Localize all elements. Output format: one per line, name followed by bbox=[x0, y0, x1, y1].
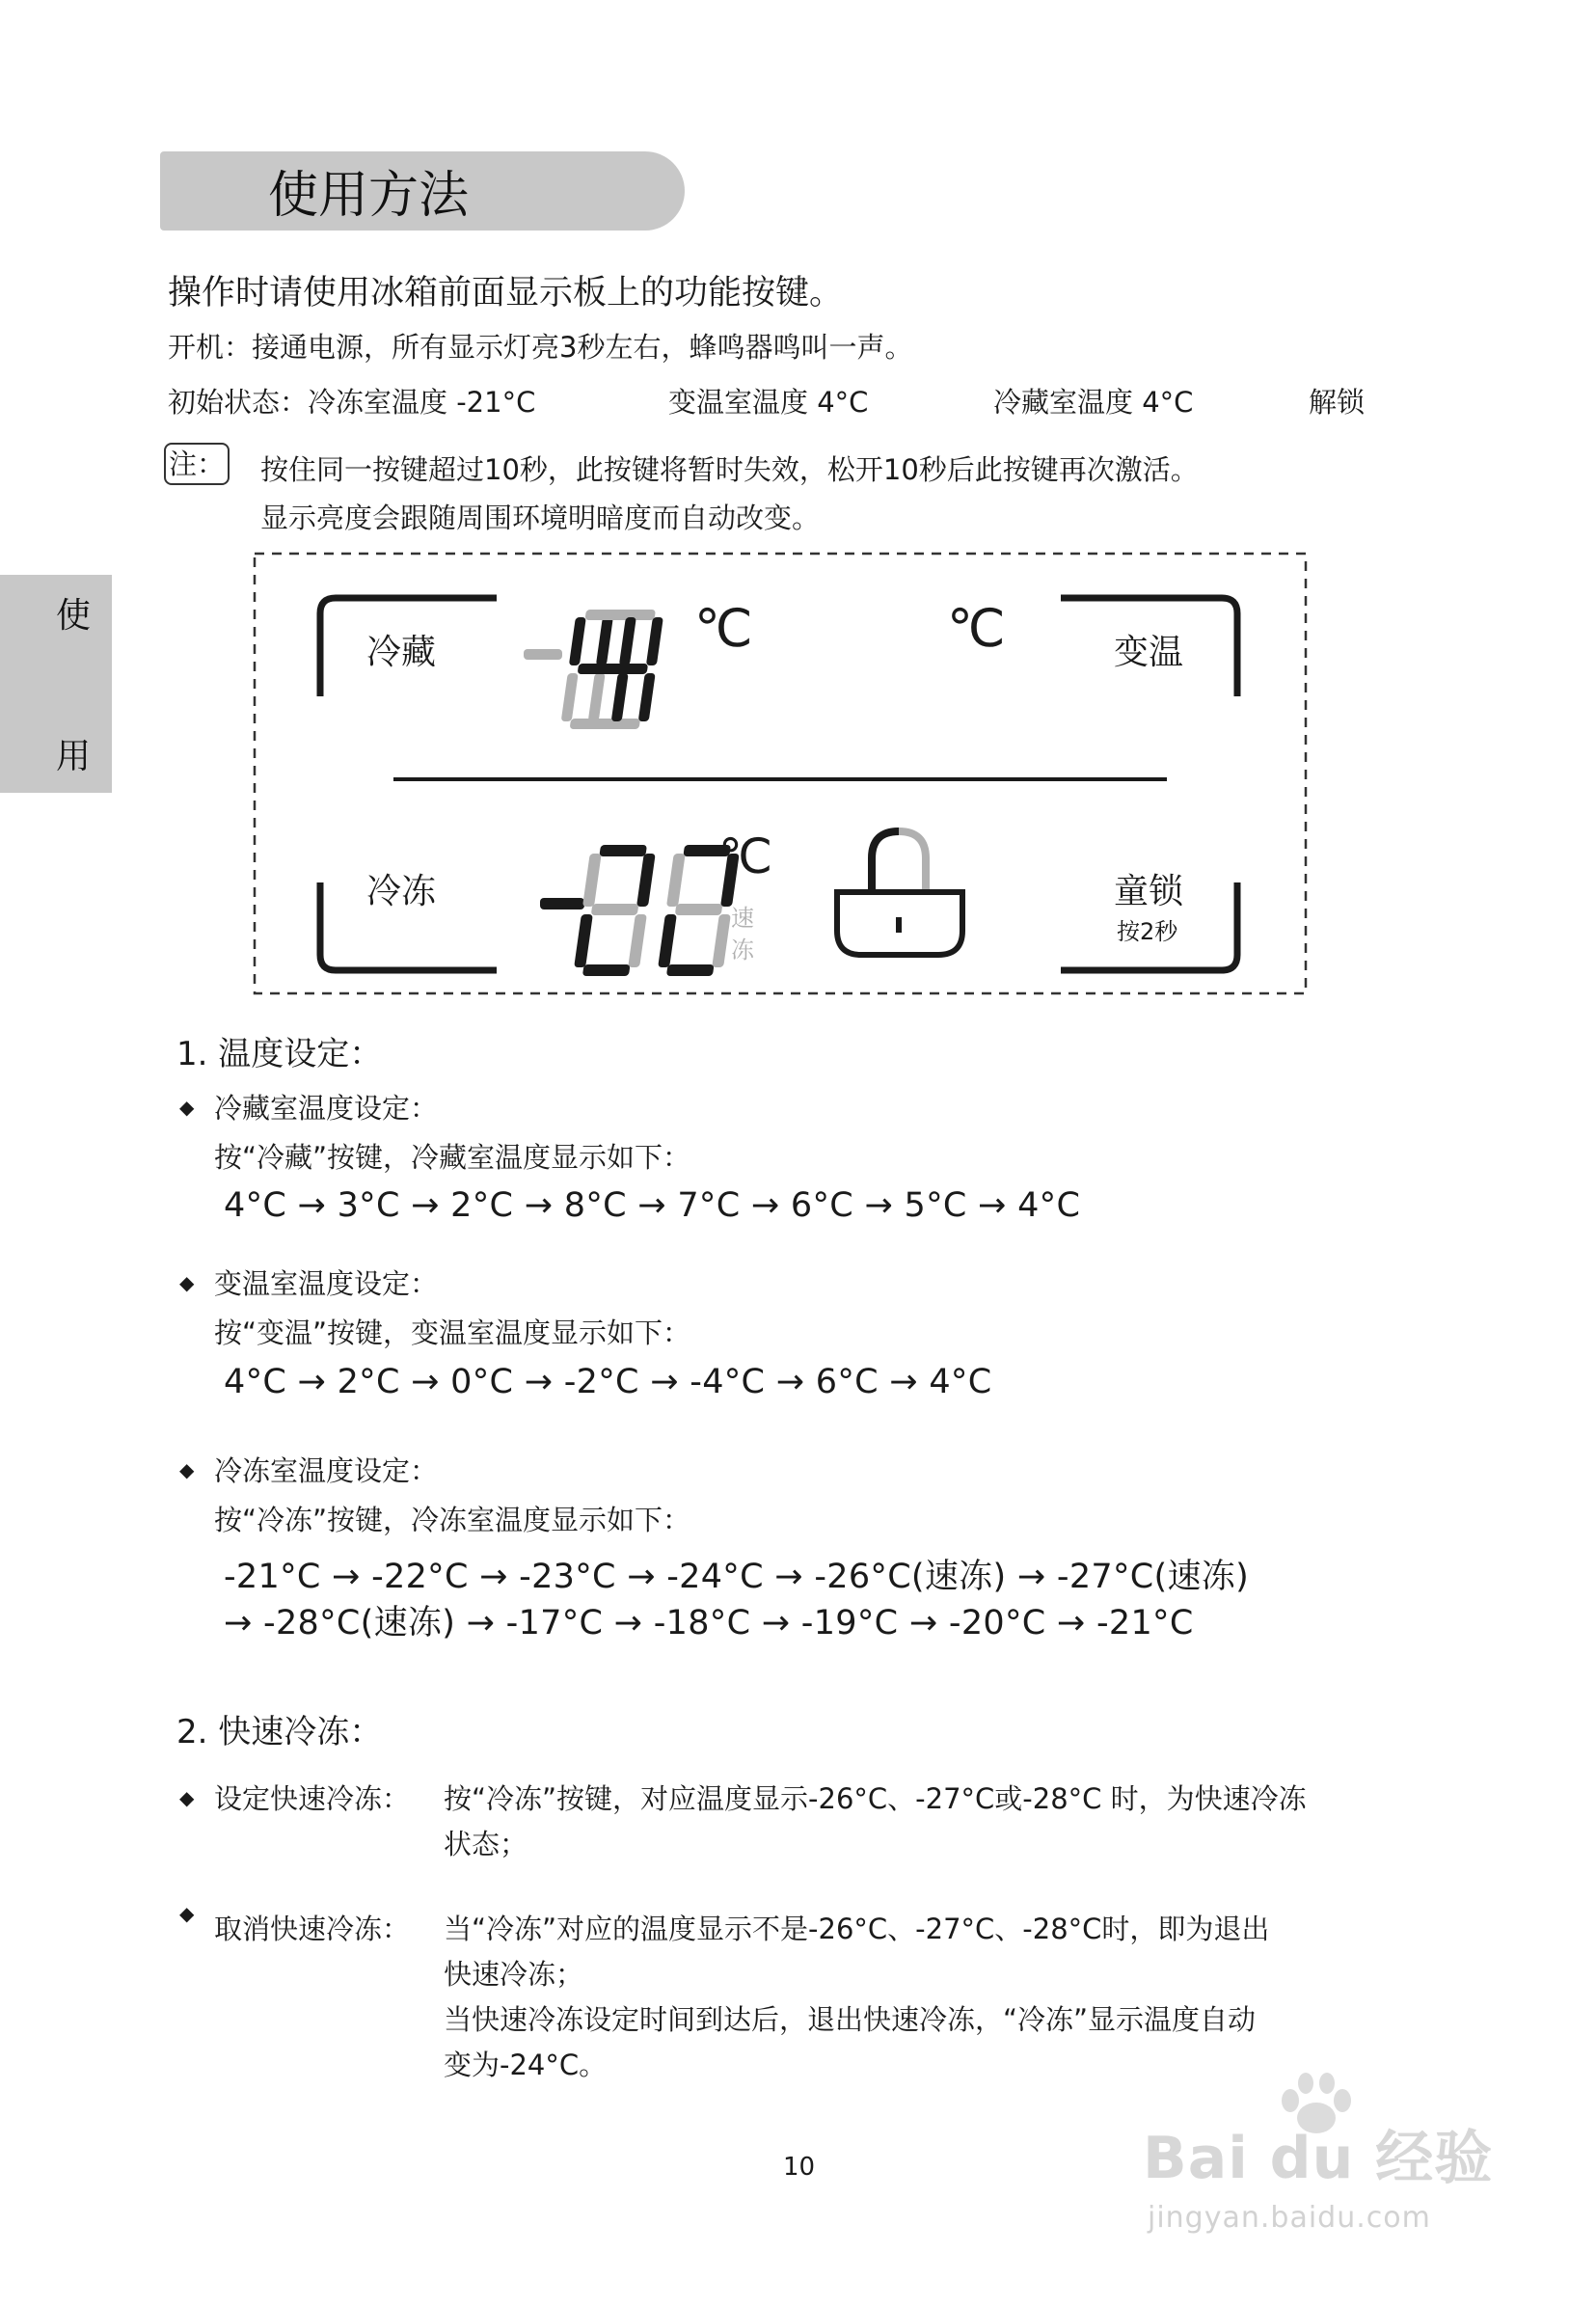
page-number: 10 bbox=[783, 2153, 816, 2182]
watermark-url: jingyan.baidu.com bbox=[1148, 2201, 1431, 2235]
variable-sequence: 4°C → 2°C → 0°C → -2°C → -4°C → 6°C → 4°C bbox=[224, 1363, 992, 1401]
padlock-keyhole bbox=[896, 917, 902, 933]
quick-freeze-cancel-label: 取消快速冷冻： bbox=[214, 1913, 411, 1945]
seg-f bbox=[666, 854, 686, 907]
bullet-diamond-icon: ◆ bbox=[179, 1786, 195, 1809]
note-badge: 注： bbox=[164, 443, 230, 485]
quick-freeze-cancel-line-2: 快速冷冻； bbox=[444, 1958, 584, 1991]
seg-d bbox=[666, 964, 715, 976]
quick-freeze-cancel-line-1: 当“冷冻”对应的温度显示不是-26°C、-27°C、-28°C时，即为退出 bbox=[444, 1913, 1270, 1945]
side-tab-char-1: 使 bbox=[56, 596, 92, 636]
fridge-setting-heading: 冷藏室温度设定： bbox=[214, 1092, 439, 1125]
seg-b bbox=[636, 854, 656, 907]
padlock-icon[interactable] bbox=[837, 831, 962, 955]
variable-setting-desc: 按“变温”按键，变温室温度显示如下： bbox=[214, 1316, 691, 1349]
quick-freeze-char-1: 速 bbox=[731, 905, 754, 932]
label-freezer[interactable]: 冷冻 bbox=[366, 872, 437, 911]
seg-a bbox=[599, 845, 647, 856]
bullet-diamond-icon: ◆ bbox=[179, 1271, 195, 1294]
freezer-celsius: ℃ bbox=[718, 828, 773, 884]
seg-c bbox=[611, 673, 629, 721]
freezer-setting-desc: 按“冷冻”按键，冷冻室温度显示如下： bbox=[214, 1504, 691, 1536]
initial-state-fridge: 冷藏室温度 4°C bbox=[993, 386, 1194, 419]
side-tab bbox=[0, 575, 112, 793]
freezer-sequence-line-1: -21°C → -22°C → -23°C → -24°C → -26°C(速冻) → -27°C(速冻) bbox=[224, 1558, 1250, 1596]
seg-e bbox=[561, 673, 579, 721]
seg-g bbox=[578, 664, 622, 674]
seg-g bbox=[675, 904, 723, 915]
initial-state-freezer: 初始状态：冷冻室温度 -21°C bbox=[168, 386, 536, 419]
note-line-2: 显示亮度会跟随周围环境明暗度而自动改变。 bbox=[260, 502, 821, 534]
seg-b bbox=[619, 617, 636, 665]
seg-c bbox=[712, 914, 731, 967]
quick-freeze-set-line-2: 状态； bbox=[444, 1828, 528, 1860]
power-on-text: 开机：接通电源，所有显示灯亮3秒左右，蜂鸣器鸣叫一声。 bbox=[168, 331, 913, 364]
seg-b bbox=[646, 617, 663, 665]
freezer-sequence-line-2: → -28°C(速冻) → -17°C → -18°C → -19°C → -20°C → -21°C bbox=[224, 1604, 1194, 1642]
initial-state-lock: 解锁 bbox=[1309, 386, 1366, 419]
fridge-sequence: 4°C → 3°C → 2°C → 8°C → 7°C → 6°C → 5°C → 4°C bbox=[224, 1186, 1081, 1225]
section2-title: 2. 快速冷冻： bbox=[176, 1713, 383, 1751]
page-title: 使用方法 bbox=[268, 167, 470, 225]
freezer-setting-heading: 冷冻室温度设定： bbox=[214, 1454, 439, 1487]
quick-freeze-cancel-line-4: 变为-24°C。 bbox=[444, 2049, 608, 2081]
seg-c bbox=[628, 914, 647, 967]
quick-freeze-set-label: 设定快速冷冻： bbox=[214, 1782, 411, 1815]
variable-celsius: ℃ bbox=[947, 598, 1006, 659]
seg-f bbox=[596, 617, 613, 665]
fridge-celsius: ℃ bbox=[694, 598, 753, 659]
display-panel bbox=[251, 550, 1312, 1003]
seg-e bbox=[658, 914, 677, 967]
label-fridge[interactable]: 冷藏 bbox=[366, 633, 437, 672]
seg-e bbox=[574, 914, 593, 967]
initial-state-variable: 变温室温度 4°C bbox=[668, 386, 869, 419]
seg-c bbox=[638, 673, 656, 721]
bullet-diamond-icon: ◆ bbox=[179, 1096, 195, 1119]
bullet-diamond-icon: ◆ bbox=[179, 1902, 195, 1925]
variable-minus-sign bbox=[524, 649, 562, 660]
label-variable[interactable]: 变温 bbox=[1114, 633, 1184, 672]
label-lock-hint: 按2秒 bbox=[1117, 918, 1178, 945]
quick-freeze-char-2: 冻 bbox=[731, 936, 754, 964]
seg-a bbox=[584, 610, 629, 620]
fridge-setting-desc: 按“冷藏”按键，冷藏室温度显示如下： bbox=[214, 1141, 691, 1174]
side-tab-char-2: 用 bbox=[56, 737, 92, 776]
section1-title: 1. 温度设定： bbox=[176, 1035, 383, 1073]
freezer-temp-digit-1 bbox=[573, 845, 657, 976]
note-line-1: 按住同一按键超过10秒，此按键将暂时失效，松开10秒后此按键再次激活。 bbox=[260, 453, 1199, 486]
intro-text: 操作时请使用冰箱前面显示板上的功能按键。 bbox=[168, 274, 844, 312]
seg-d bbox=[570, 719, 614, 729]
padlock-shackle-left bbox=[872, 831, 899, 892]
quick-freeze-set-line-1: 按“冷冻”按键，对应温度显示-26°C、-27°C或-28°C 时，为快速冷冻 bbox=[444, 1782, 1307, 1815]
label-child-lock[interactable]: 童锁 bbox=[1114, 872, 1184, 911]
freezer-minus-sign bbox=[540, 898, 584, 909]
seg-d bbox=[582, 964, 631, 976]
seg-f bbox=[582, 854, 602, 907]
quick-freeze-cancel-line-3: 当快速冷冻设定时间到达后，退出快速冷冻，“冷冻”显示温度自动 bbox=[444, 2003, 1257, 2036]
seg-g bbox=[591, 904, 639, 915]
bullet-diamond-icon: ◆ bbox=[179, 1458, 195, 1481]
watermark-logo: Bai du 经验 bbox=[1143, 2125, 1494, 2192]
seg-f bbox=[569, 617, 586, 665]
seg-e bbox=[588, 673, 606, 721]
variable-setting-heading: 变温室温度设定： bbox=[214, 1267, 439, 1300]
